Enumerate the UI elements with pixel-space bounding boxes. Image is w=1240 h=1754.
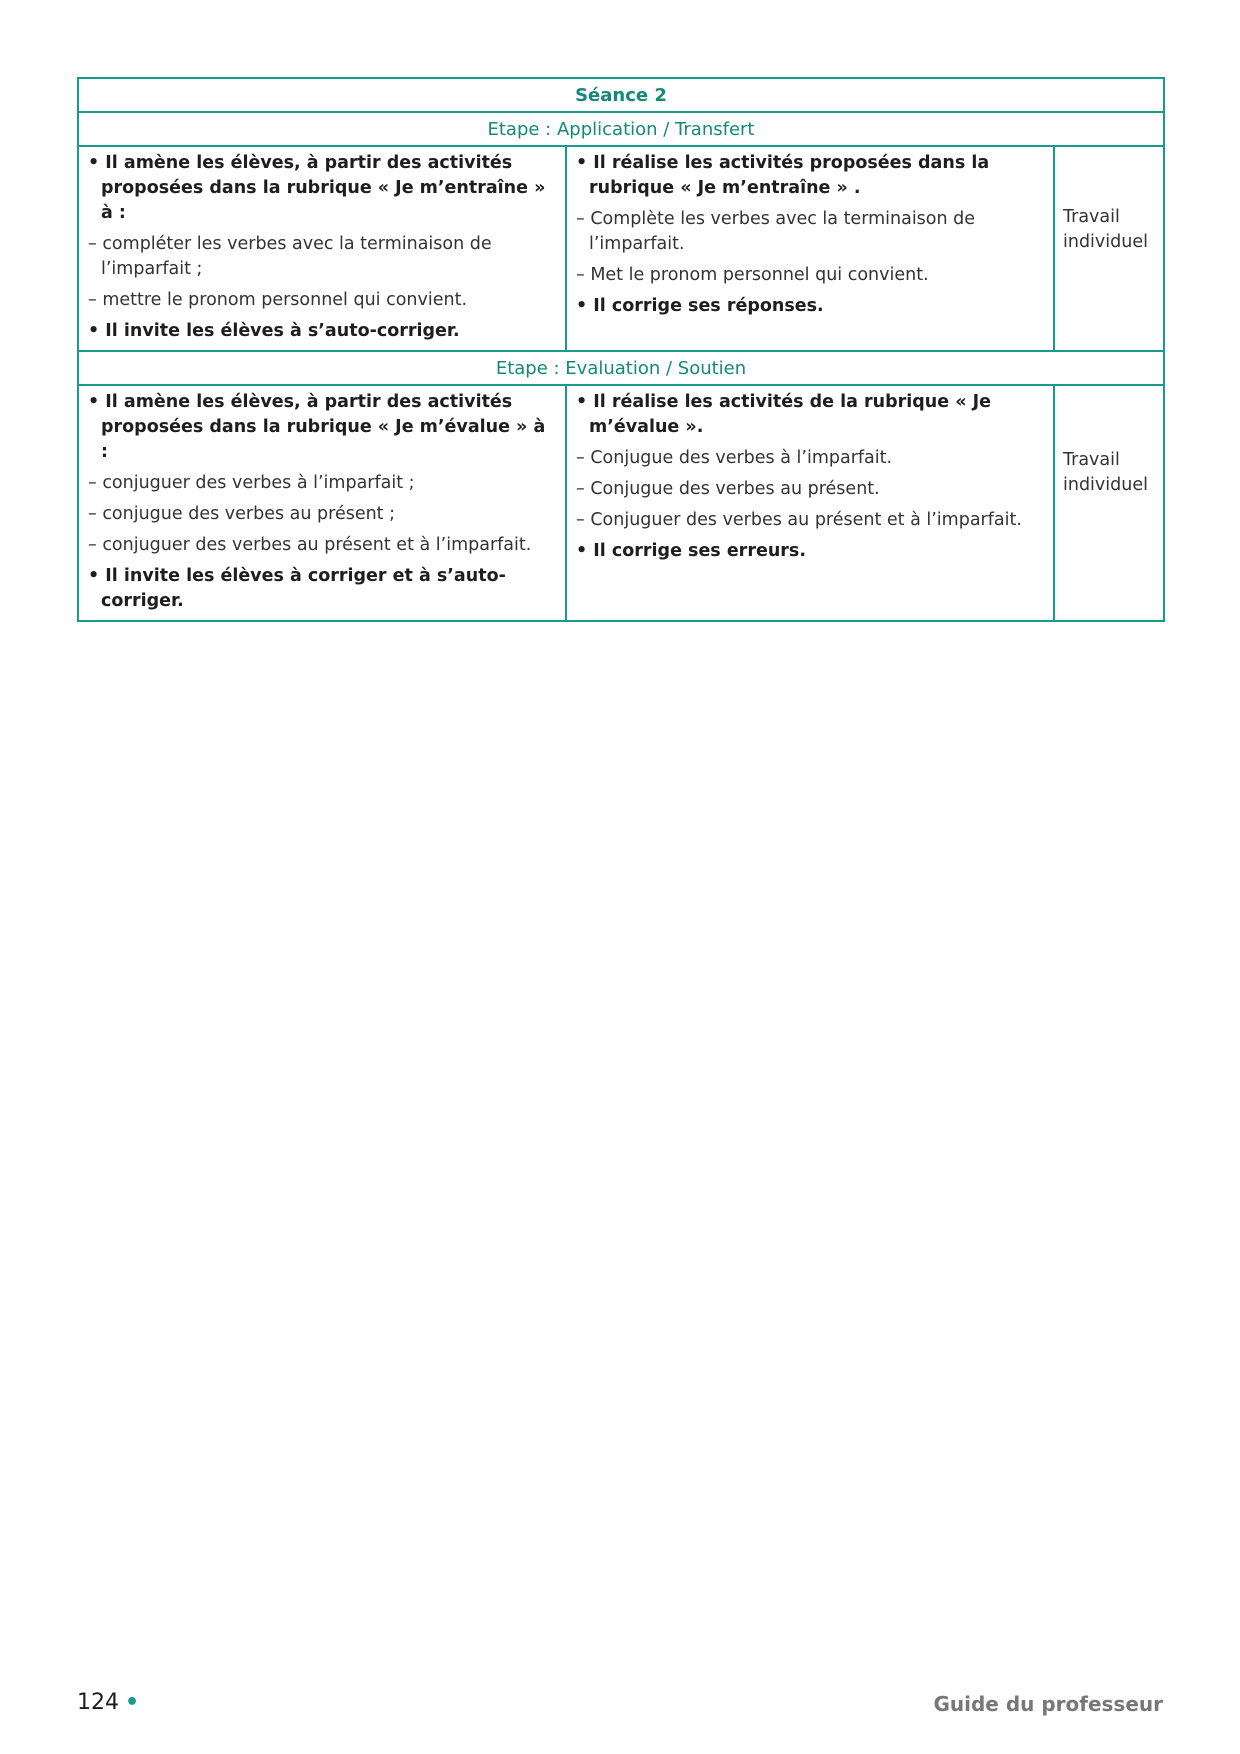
stage-heading-application: Etape : Application / Transfert [78, 112, 1164, 146]
teacher-closing: • Il invite les élèves à corriger et à s’auto-corriger. [88, 566, 506, 611]
work-mode-evaluation [1054, 385, 1164, 621]
book-title: Guide du professeur [933, 1692, 1163, 1716]
work-mode-line: Travail [1063, 450, 1120, 470]
teacher-intro: • Il amène les élèves, à partir des activités proposées dans la rubrique « Je m’évalue » à : [88, 392, 546, 462]
page-number-text: 124 [77, 1690, 119, 1715]
student-column-application [566, 146, 1054, 351]
teacher-item: – mettre le pronom personnel qui convient. [88, 290, 468, 310]
student-item: – Conjugue des verbes au présent. [576, 479, 880, 499]
teacher-column-application [78, 146, 566, 351]
teacher-intro: • Il amène les élèves, à partir des activités proposées dans la rubrique « Je m’entraîne » à : [88, 153, 546, 223]
session-title: Séance 2 [78, 78, 1164, 112]
teacher-column-evaluation [78, 385, 566, 621]
student-item: – Conjugue des verbes à l’imparfait. [576, 448, 893, 468]
student-intro: • Il réalise les activités proposées dans la rubrique « Je m’entraîne » . [576, 153, 990, 198]
student-closing: • Il corrige ses erreurs. [576, 541, 806, 561]
page-number [77, 1690, 139, 1715]
bullet-icon: • [125, 1690, 140, 1715]
work-mode-line: individuel [1063, 475, 1148, 495]
student-column-evaluation [566, 385, 1054, 621]
work-mode-line: individuel [1063, 232, 1148, 252]
student-item: – Conjuguer des verbes au présent et à l’imparfait. [576, 510, 1022, 530]
work-mode-line: Travail [1063, 207, 1120, 227]
student-item: – Met le pronom personnel qui convient. [576, 265, 929, 285]
lesson-table [77, 77, 1165, 622]
student-intro: • Il réalise les activités de la rubrique « Je m’évalue ». [576, 392, 991, 437]
work-mode-application [1054, 146, 1164, 351]
student-item: – Complète les verbes avec la terminaison de l’imparfait. [576, 209, 976, 254]
student-closing: • Il corrige ses réponses. [576, 296, 824, 316]
teacher-item: – compléter les verbes avec la terminaison de l’imparfait ; [88, 234, 492, 279]
teacher-item: – conjuguer des verbes au présent et à l’imparfait. [88, 535, 532, 555]
teacher-item: – conjugue des verbes au présent ; [88, 504, 396, 524]
teacher-closing: • Il invite les élèves à s’auto-corriger. [88, 321, 460, 341]
stage-heading-evaluation: Etape : Evaluation / Soutien [78, 351, 1164, 385]
teacher-item: – conjuguer des verbes à l’imparfait ; [88, 473, 415, 493]
